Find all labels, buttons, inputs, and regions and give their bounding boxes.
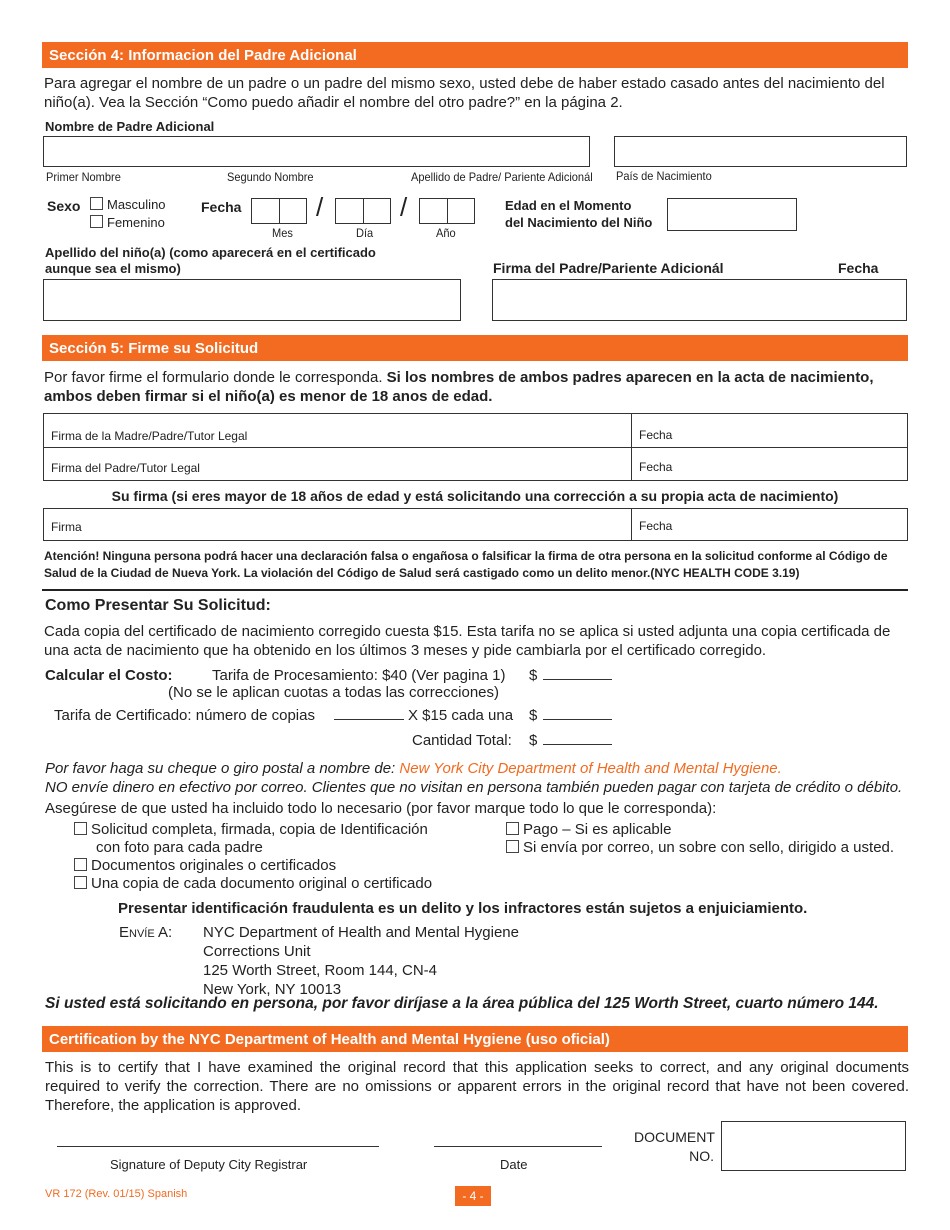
day-caption: Día	[356, 226, 374, 240]
check4-label: Pago – Si es aplicable	[523, 821, 672, 838]
birth-country-caption: País de Nacimiento	[616, 169, 712, 183]
age-field[interactable]	[667, 198, 797, 231]
first-name-caption: Primer Nombre	[46, 170, 121, 184]
address-line4: New York, NY 10013	[203, 981, 342, 998]
month-caption: Mes	[272, 226, 293, 240]
document-no-label	[634, 1128, 714, 1166]
copies-count-field[interactable]	[334, 707, 404, 720]
checklist-item-copy[interactable]	[74, 875, 432, 893]
male-option[interactable]	[90, 197, 166, 212]
document-no-line2: NO.	[689, 1148, 714, 1164]
check1a-label: Solicitud completa, firmada, copia de Identificación	[91, 821, 428, 838]
male-checkbox[interactable]	[90, 197, 103, 210]
mailing-address	[203, 923, 519, 999]
address-line2: Corrections Unit	[203, 943, 311, 960]
female-label: Femenino	[107, 215, 165, 230]
checklist-item-documents[interactable]	[74, 857, 432, 875]
age-label-line2: del Nacimiento del Niño	[505, 215, 653, 230]
last-name-caption: Apellido de Padre/ Pariente Adicionál	[411, 170, 593, 184]
envelope-checkbox[interactable]	[506, 840, 519, 853]
check2-label: Documentos originales o certificados	[91, 857, 337, 874]
section5-header: Sección 5: Firme su Solicitud	[42, 335, 908, 361]
child-surname-line1: Apellido del niño(a) (como aparecerá en el certificado	[45, 245, 376, 260]
section5-intro-bold: Si los nombres de ambos padres aparecen en la acta de nacimiento, ambos deben firmar si el niño(a) es menor de 18 anos de edad.	[44, 369, 874, 405]
date-label: Fecha	[201, 199, 242, 215]
parent-signature-label: Firma del Padre/Pariente Adicionál	[493, 260, 724, 276]
processing-fee-note: (No se le aplican cuotas a todas las correcciones)	[168, 684, 499, 701]
self-signature-heading: Su firma (si eres mayor de 18 años de edad y está solicitando una corrección a su propia acta de nacimiento)	[111, 488, 839, 504]
total-label: Cantidad Total:	[412, 732, 512, 749]
year-caption: Año	[436, 226, 456, 240]
registrar-signature-line[interactable]	[57, 1146, 379, 1147]
cert-amount-field[interactable]	[543, 707, 612, 720]
each-price-label: X $15 cada una	[408, 707, 514, 724]
parent-signature-field[interactable]	[492, 279, 907, 321]
self-signature-table	[43, 508, 908, 541]
check1b-label: con foto para cada padre	[96, 839, 263, 856]
year-field[interactable]	[419, 198, 475, 224]
copy-checkbox[interactable]	[74, 876, 87, 889]
self-signature-date[interactable]: Fecha	[639, 519, 673, 533]
payment-checkbox[interactable]	[506, 822, 519, 835]
application-checkbox[interactable]	[74, 822, 87, 835]
send-to-label: Envíe A:	[119, 924, 173, 941]
month-field[interactable]	[251, 198, 307, 224]
certification-body: This is to certify that I have examined the original record that this application seeks to correct, and any original documents required to verify the correction. There are no omissions or apparent errors in the original record that have not been covered. Therefore, the application is approved.	[45, 1059, 909, 1114]
form-id: VR 172 (Rev. 01/15) Spanish	[45, 1188, 188, 1200]
submit-heading: Como Presentar Su Solicitud:	[45, 597, 271, 614]
total-amount-field[interactable]	[543, 732, 612, 745]
day-field[interactable]	[335, 198, 391, 224]
address-line1: NYC Department of Health and Mental Hygiene	[203, 924, 519, 941]
mother-signature-date[interactable]: Fecha	[639, 428, 673, 442]
self-signature-field[interactable]: Firma	[51, 520, 82, 534]
cert-fee-label: Tarifa de Certificado: número de copias	[54, 707, 315, 724]
section4-header: Sección 4: Informacion del Padre Adicional	[42, 42, 908, 68]
parent-name-field[interactable]	[43, 136, 590, 167]
father-signature-date[interactable]: Fecha	[639, 460, 673, 474]
checklist-left	[74, 821, 432, 893]
processing-dollar: $	[529, 667, 538, 684]
child-surname-field[interactable]	[43, 279, 461, 321]
section5-intro	[44, 368, 910, 406]
documents-checkbox[interactable]	[74, 858, 87, 871]
fraud-warning: Presentar identificación fraudulenta es un delito y los infractores están sujetos a enjuiciamiento.	[118, 900, 808, 917]
section5-intro-normal: Por favor firme el formulario donde le corresponda.	[44, 369, 387, 386]
mother-signature-field[interactable]: Firma de la Madre/Padre/Tutor Legal	[51, 429, 248, 443]
female-checkbox[interactable]	[90, 215, 103, 228]
payment-instructions	[45, 759, 911, 797]
checklist-intro: Asegúrese de que usted ha incluido todo lo necesario (por favor marque todo lo que le corresponda):	[45, 800, 717, 817]
section4-intro: Para agregar el nombre de un padre o un padre del mismo sexo, usted debe de haber estado casado antes del nacimiento del niño(a). Vea la Sección “Como puedo añadir el nombre del otro padre?” en la página 2.	[44, 75, 885, 111]
sex-label: Sexo	[47, 198, 81, 214]
age-label	[505, 197, 652, 231]
certification-header: Certification by the NYC Department of Health and Mental Hygiene (uso oficial)	[42, 1026, 908, 1052]
certification-date-label: Date	[500, 1157, 528, 1172]
cost-explanation: Cada copia del certificado de nacimiento corregido cuesta $15. Esta tarifa no se aplica si usted adjunta una copia certificada de una acta de nacimiento que ha obtenido en los últimos 3 meses y pide cambiarla por el certificado corregido.	[44, 623, 891, 659]
in-person-note: Si usted está solicitando en persona, por favor diríjase a la área pública del 125 Worth Street, cuarto número 144.	[45, 995, 879, 1012]
page-number: - 4 -	[455, 1186, 491, 1206]
child-surname-line2: aunque sea el mismo)	[45, 261, 181, 276]
date-slash-2: /	[400, 192, 408, 222]
male-label: Masculino	[107, 197, 166, 212]
parent-signature-date-label: Fecha	[838, 260, 879, 276]
payable-prefix: Por favor haga su cheque o giro postal a nombre de:	[45, 760, 400, 777]
middle-name-caption: Segundo Nombre	[227, 170, 314, 184]
birth-country-field[interactable]	[614, 136, 907, 167]
calc-cost-label: Calcular el Costo:	[45, 667, 173, 684]
child-surname-label	[45, 245, 376, 277]
checklist-item-application[interactable]	[74, 821, 432, 839]
no-cash-note: NO envíe dinero en efectivo por correo. Clientes que no visitan en persona también pueden pagar con tarjeta de crédito o débito.	[45, 779, 903, 796]
date-slash-1: /	[316, 192, 324, 222]
divider	[42, 589, 908, 591]
address-line3: 125 Worth Street, Room 144, CN-4	[203, 962, 437, 979]
payable-to: New York City Department of Health and Mental Hygiene.	[399, 760, 782, 777]
processing-amount-field[interactable]	[543, 667, 612, 680]
document-no-line1: DOCUMENT	[634, 1129, 715, 1145]
female-option[interactable]	[90, 215, 165, 230]
document-no-field[interactable]	[721, 1121, 906, 1171]
check5-label: Si envía por correo, un sobre con sello, dirigido a usted.	[523, 839, 895, 856]
age-label-line1: Edad en el Momento	[505, 198, 632, 213]
certification-date-line[interactable]	[434, 1146, 602, 1147]
checklist-right	[506, 821, 894, 857]
father-signature-field[interactable]: Firma del Padre/Tutor Legal	[51, 461, 200, 475]
additional-parent-name-label: Nombre de Padre Adicional	[45, 119, 215, 134]
checklist-item-payment[interactable]	[506, 821, 894, 839]
total-dollar: $	[529, 732, 538, 749]
cert-dollar: $	[529, 707, 538, 724]
check3-label: Una copia de cada documento original o certificado	[91, 875, 433, 892]
processing-fee-label: Tarifa de Procesamiento: $40 (Ver pagina 1)	[212, 667, 506, 684]
legal-warning: Atención! Ninguna persona podrá hacer una declaración falsa o engañosa o falsificar la firma de otra persona en la solicitud conforme al Código de Salud de la Ciudad de Nueva York. La violación del Código de Salud será castigado como un delito menor.(NYC HEALTH CODE 3.19)	[44, 549, 888, 580]
checklist-item-envelope[interactable]	[506, 839, 894, 857]
registrar-signature-label: Signature of Deputy City Registrar	[110, 1157, 308, 1172]
